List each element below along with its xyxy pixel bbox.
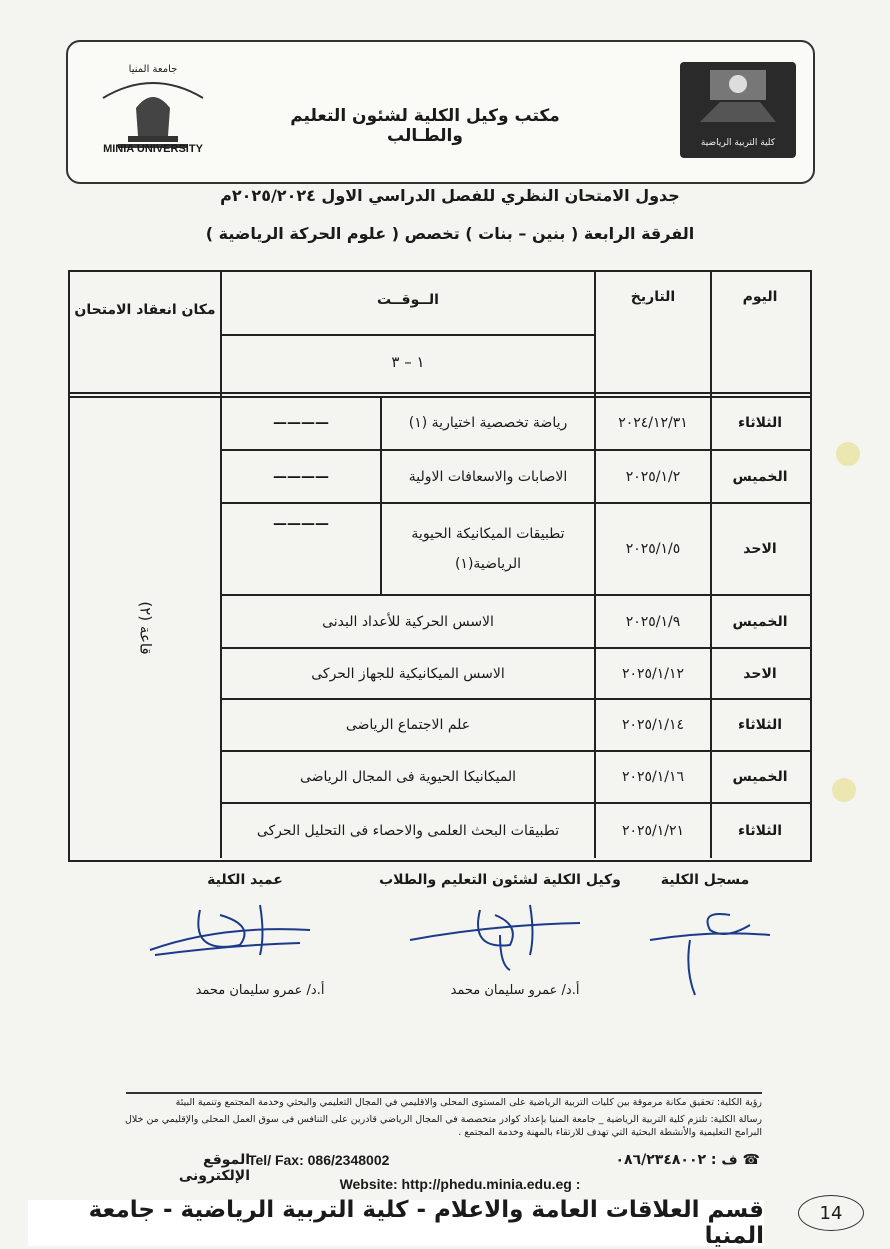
faculty-vision: رؤية الكلية: تحقيق مكانة مرموقة بين كليات التربية الرياضية على المستوى المحلى والاقليمي في المجال التعليمي والبحثي وخدمة المجتمع وتنمية البيئة xyxy=(175,1097,762,1108)
phone-arabic xyxy=(560,1152,760,1168)
row-day: الثلاثاء xyxy=(737,823,783,839)
exam-hall: قاعة (٢) xyxy=(137,601,155,655)
row-date: ٢٠٢٥/١/١٢ xyxy=(621,665,685,682)
header-day: اليوم xyxy=(742,289,778,305)
registrar-label: مسجل الكلية xyxy=(660,872,750,888)
vice-dean-label: وكيل الكلية لشئون التعليم والطلاب xyxy=(379,872,621,888)
header-bottom-border xyxy=(70,392,810,394)
row-date: ٢٠٢٥/١/١٤ xyxy=(621,717,685,733)
row-subject: الاصابات والاسعافات الاولية xyxy=(408,468,568,485)
row-subject: تطبيقات الميكانيكة الحيوية الرياضية(١) xyxy=(411,526,565,572)
row-date: ٢٠٢٥/١/٥ xyxy=(625,541,681,557)
row-day: الخميس xyxy=(732,613,788,630)
university-name: MINIA UNIVERSITY xyxy=(103,143,203,155)
vice-dean-name: أ.د/ عمرو سليمان محمد xyxy=(450,983,580,998)
dean-label: عميد الكلية xyxy=(207,872,283,888)
row-empty-slot: ———— xyxy=(273,516,329,532)
phone-arabic-text: ف : ٠٨٦/٢٣٤٨٠٠٢ xyxy=(615,1152,738,1168)
row-subject: تطبيقات البحث العلمى والاحصاء فى التحليل الحركى xyxy=(256,823,560,839)
dean-signature xyxy=(140,895,320,975)
faculty-mission: رسالة الكلية: تلتزم كلية التربية الرياضية _ جامعة المنيا بإعداد كوادر متخصصة في المجال الرياضي قادرين على التنافس فى سوق العمل المحلى والإقليمي من خلال البرامج التعليمية والأنشطة البحثية التي تهدف للارتقاء بالمهنة وخدمة المجتمع . xyxy=(124,1114,762,1138)
punch-hole xyxy=(836,442,860,466)
row-day: الخميس xyxy=(732,769,788,785)
row-subject: الاسس الميكانيكية للجهاز الحركى xyxy=(311,665,505,682)
punch-hole xyxy=(832,778,856,802)
time-divider xyxy=(222,334,596,336)
time-slot: ١ – ٣ xyxy=(391,353,425,371)
faculty-logo-text: كلية التربية الرياضية xyxy=(700,138,776,148)
office-title: مكتب وكيل الكلية لشئون التعليم والطـالب xyxy=(290,106,560,146)
row-subject: الميكانيكا الحيوية فى المجال الرياضى xyxy=(299,769,517,785)
row-day: الخميس xyxy=(732,468,788,485)
row-day: الثلاثاء xyxy=(737,717,783,733)
footer-rule xyxy=(126,1092,762,1094)
vice-dean-signature xyxy=(400,895,600,975)
website-url: Website: http://phedu.minia.edu.eg : xyxy=(339,1176,581,1192)
header-place: مكان انعقاد الامتحان xyxy=(74,302,216,318)
row-empty-slot: ———— xyxy=(273,468,329,485)
row-date: ٢٠٢٥/١/٢١ xyxy=(621,823,685,839)
header-time: الــوقــت xyxy=(377,292,439,308)
schedule-subtitle: الفرقة الرابعة ( بنين – بنات ) تخصص ( علوم الحركة الرياضية ) xyxy=(205,224,695,243)
schedule-title: جدول الامتحان النظري للفصل الدراسي الاول ٢٠٢٥/٢٠٢٤م xyxy=(220,186,680,205)
tel-fax: Tel/ Fax: 086/2348002 xyxy=(248,1152,390,1168)
row-date: ٢٠٢٥/١/٢ xyxy=(625,468,681,485)
row-subject: الاسس الحركية للأعداد البدنى xyxy=(322,613,494,630)
row-date: ٢٠٢٥/١/١٦ xyxy=(621,769,685,785)
row-subject: علم الاجتماع الرياضى xyxy=(345,717,471,733)
department-banner: قسم العلاقات العامة والاعلام - كلية التربية الرياضية - جامعة المنيا xyxy=(28,1200,764,1246)
phone-icon: ☎ xyxy=(742,1152,760,1168)
row-date: ٢٠٢٥/١/٩ xyxy=(625,613,681,630)
page-number: 14 xyxy=(798,1195,864,1231)
exam-hall-cell xyxy=(72,398,220,858)
dean-name: أ.د/ عمرو سليمان محمد xyxy=(195,983,325,998)
university-logo-arabic: جامعة المنيا xyxy=(128,64,178,75)
row-subject: رياضة تخصصية اختيارية (١) xyxy=(408,414,568,431)
exam-schedule-table xyxy=(68,270,812,862)
header-date: التاريخ xyxy=(630,289,676,305)
row-date: ٢٠٢٤/١٢/٣١ xyxy=(618,414,688,431)
row-day: الاحد xyxy=(743,541,777,557)
registrar-signature xyxy=(630,900,780,1000)
row-day: الاحد xyxy=(743,665,777,682)
website-label-arabic: الموقع الإلكترونى xyxy=(178,1152,250,1184)
row-empty-slot: ———— xyxy=(273,414,329,431)
row-day: الثلاثاء xyxy=(737,414,783,431)
